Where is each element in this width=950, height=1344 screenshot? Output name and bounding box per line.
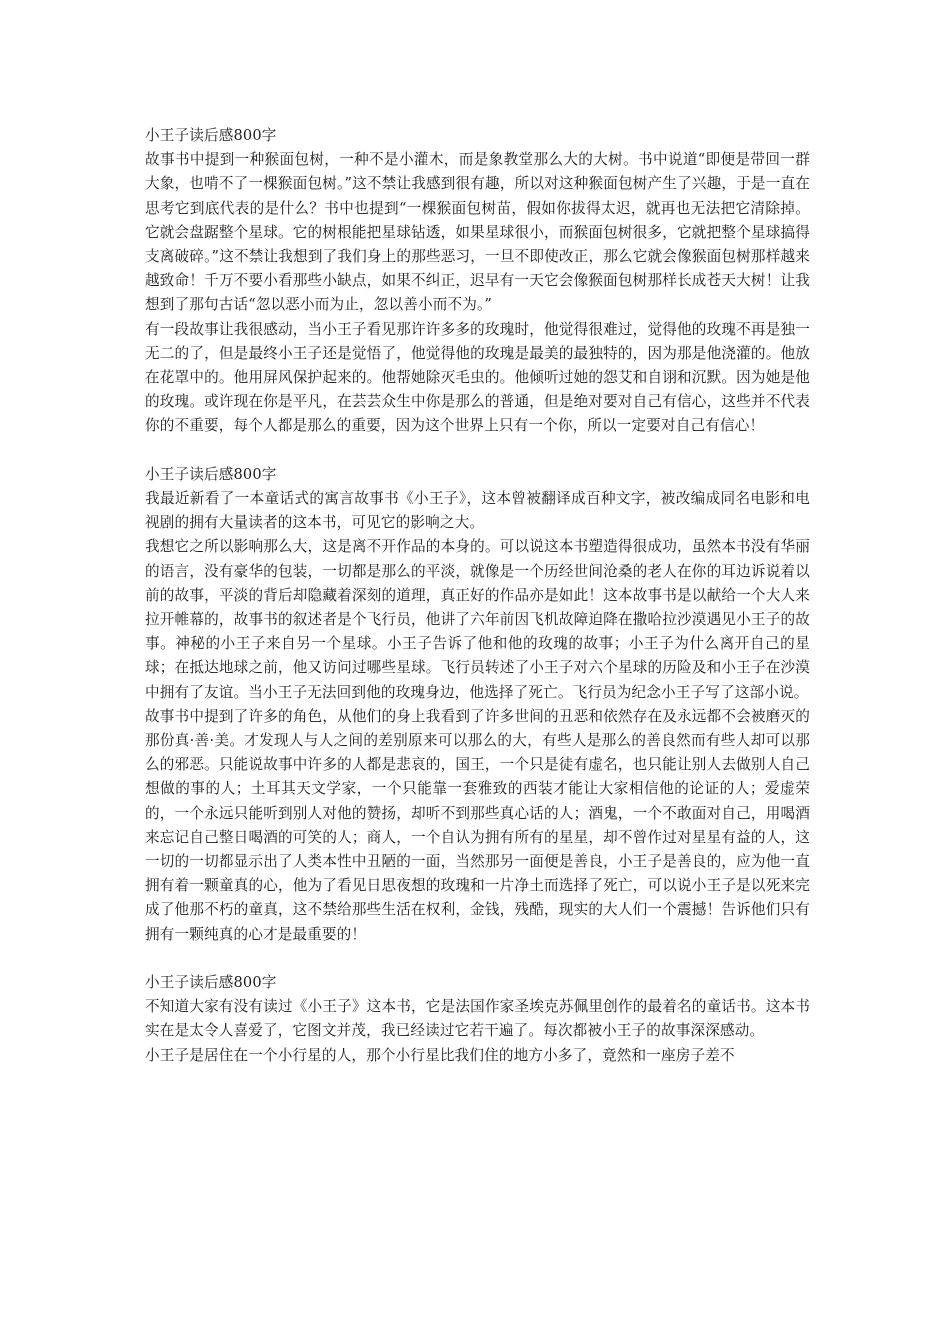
essay-section-2 <box>145 463 810 947</box>
paragraph: 小王子是居住在一个小行星的人，那个小行星比我们住的地方小多了，竟然和一座房子差不 <box>145 1046 735 1064</box>
document-page <box>145 124 810 1068</box>
paragraph: 有一段故事让我很感动，当小王子看见那许许多多的玫瑰时，他觉得很难过，觉得他的玫瑰不再是独一无二的了，但是最终小王子还是觉悟了，他觉得他的玫瑰是最美的最独特的，因为那是他浇灌的。他放在花罩中的。他用屏风保护起来的。他帮她除灭毛虫的。他倾听过她的怨艾和自诩和沉默。因为她是他的玫瑰。或许现在你是平凡，在芸芸众生中你是那么的普通，但是绝对要对自己有信心，这些并不代表你的不重要，每个人都是那么的重要，因为这个世界上只有一个你，所以一定要对自己有信心！ <box>145 320 810 435</box>
paragraph: 故事书中提到了许多的角色，从他们的身上我看到了许多世间的丑恶和依然存在及永远都不会被磨灭的那份真·善·美。才发现人与人之间的差别原来可以那么的大，有些人是那么的善良然而有些人却可以那么的邪恶。只能说故事中许多的人都是悲哀的，国王，一个只是徒有虚名，也只能让别人去做别人自己想做的事的人；土耳其天文学家，一个只能靠一套雅致的西装才能让大家相信他的论证的人；爱虚荣的，一个永远只能听到别人对他的赞扬，却听不到那些真心话的人；酒鬼，一个不敢面对自己，用喝酒来忘记自己整日喝酒的可笑的人；商人，一个自认为拥有所有的星星，却不曾作过对星星有益的人，这一切的一切都显示出了人类本性中丑陋的一面，当然那另一面便是善良，小王子是善良的，应为他一直拥有着一颗童真的心，他为了看见日思夜想的玫瑰和一片净土而选择了死亡，可以说小王子是以死来完成了他那不朽的童真，这不禁给那些生活在权利，金钱，残酷，现实的大人们一个震撼！告诉他们只有拥有一颗纯真的心才是最重要的！ <box>145 707 810 943</box>
section-spacer <box>145 947 810 971</box>
paragraph: 故事书中提到一种猴面包树，一种不是小灌木，而是象教堂那么大的大树。书中说道“即便是带回一群大象，也啃不了一棵猴面包树。”这不禁让我感到很有趣，所以对这种猴面包树产生了兴趣，于是一直在思考它到底代表的是什么？书中也提到“一棵猴面包树苗，假如你拔得太迟，就再也无法把它清除掉。它就会盘踞整个星球。它的树根能把星球钻透，如果星球很小，而猴面包树很多，它就把整个星球搞得支离破碎。”这不禁让我想到了我们身上的那些恶习，一旦不即使改正，那么它就会像猴面包树那样越来越致命！千万不要小看那些小缺点，如果不纠正，迟早有一天它会像猴面包树那样长成苍天大树！让我想到了那句古话“忽以恶小而为止，忽以善小而不为。” <box>145 151 810 314</box>
paragraph: 我最近新看了一本童话式的寓言故事书《小王子》，这本曾被翻译成百种文字，被改编成同名电影和电视剧的拥有大量读者的这本书，可见它的影响之大。 <box>145 490 810 532</box>
paragraph: 我想它之所以影响那么大，这是离不开作品的本身的。可以说这本书塑造得很成功，虽然本书没有华丽的语言，没有豪华的包装，一切都是那么的平淡，就像是一个历经世间沧桑的老人在你的耳边诉说着以前的故事，平淡的背后却隐藏着深刻的道理，真正好的作品亦是如此！这本故事书是以献给一个大人来拉开帷幕的，故事书的叙述者是个飞行员，他讲了六年前因飞机故障迫降在撒哈拉沙漠遇见小王子的故事。神秘的小王子来自另一个星球。小王子告诉了他和他的玫瑰的故事；小王子为什么离开自己的星球；在抵达地球之前，他又访问过哪些星球。飞行员转述了小王子对六个星球的历险及和小王子在沙漠中拥有了友谊。当小王子无法回到他的玫瑰身边，他选择了死亡。飞行员为纪念小王子写了这部小说。 <box>145 538 810 701</box>
essay-section-3 <box>145 971 810 1068</box>
section-title: 小王子读后感800字 <box>145 974 277 992</box>
section-spacer <box>145 439 810 463</box>
section-title: 小王子读后感800字 <box>145 127 277 144</box>
paragraph: 不知道大家有没有读过《小王子》这本书，它是法国作家圣埃克苏佩里创作的最着名的童话书。这本书实在是太令人喜爱了，它图文并茂，我已经读过它若干遍了。每次都被小王子的故事深深感动。 <box>145 998 810 1040</box>
section-title: 小王子读后感800字 <box>145 465 277 483</box>
essay-section-1 <box>145 124 810 439</box>
